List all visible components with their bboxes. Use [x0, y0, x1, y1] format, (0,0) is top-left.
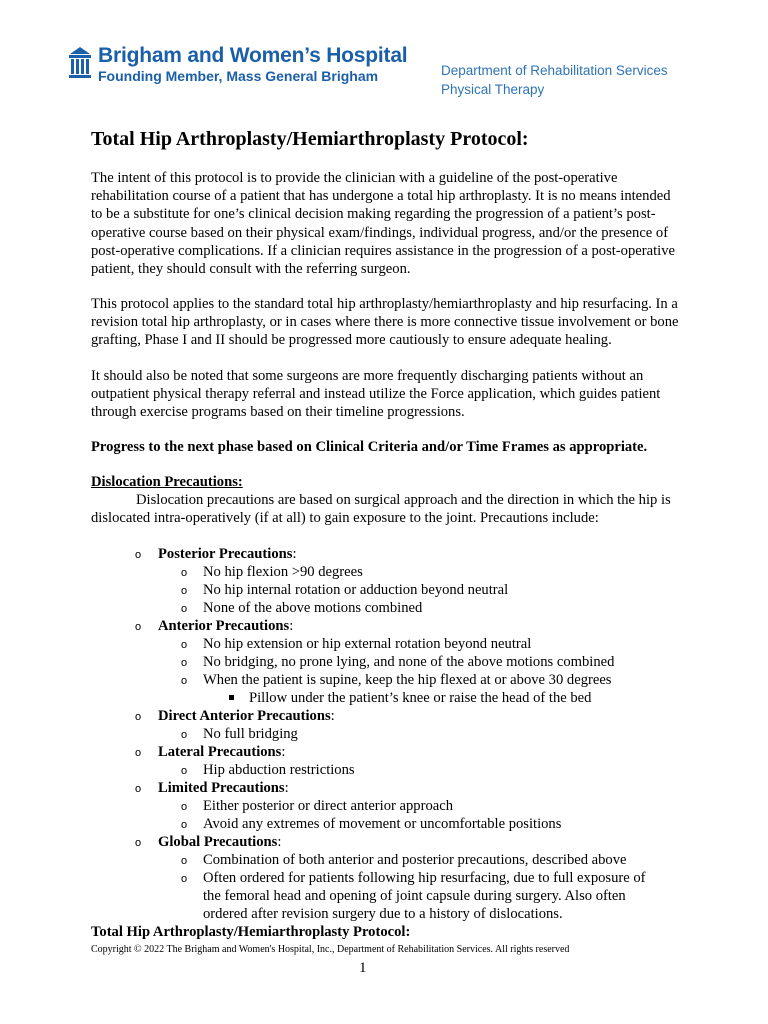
- hospital-logo: [68, 46, 408, 86]
- list-item: [91, 599, 691, 617]
- circle-bullet-icon: o: [135, 783, 142, 795]
- list-item: [91, 653, 691, 671]
- list-item-text: Avoid any extremes of movement or uncomfortable positions: [203, 816, 562, 832]
- hospital-affiliation: Founding Member, Mass General Brigham: [98, 68, 379, 84]
- list-item: [91, 725, 691, 743]
- square-bullet-icon: [229, 695, 234, 700]
- list-item-text: None of the above motions combined: [203, 600, 423, 616]
- circle-bullet-icon: o: [135, 711, 142, 723]
- hospital-building-icon: [68, 46, 92, 82]
- list-item: [91, 563, 691, 581]
- circle-bullet-icon: o: [181, 567, 188, 579]
- circle-bullet-icon: o: [181, 639, 188, 651]
- list-item: [91, 635, 691, 653]
- page-title: Total Hip Arthroplasty/Hemiarthroplasty Protocol:: [91, 128, 529, 150]
- footer-title: Total Hip Arthroplasty/Hemiarthroplasty Protocol:: [91, 924, 411, 940]
- circle-bullet-icon: o: [135, 549, 142, 561]
- circle-bullet-icon: o: [135, 621, 142, 633]
- applies-paragraph: This protocol applies to the standard total hip arthroplasty/hemiarthroplasty and hip resurfacing. In a revision total hip arthroplasty, or in cases where there is more connective tissue involvement or bone grafting, Phase I and II should be progressed more cautiously to ensure adequate healing.: [91, 296, 679, 349]
- list-item-text: No bridging, no prone lying, and none of the above motions combined: [203, 654, 615, 670]
- list-item: [91, 797, 691, 815]
- list-item-text: No full bridging: [203, 726, 298, 742]
- precaution-group-anterior: o Anterior Precautions:: [135, 618, 294, 634]
- list-item: [91, 671, 691, 689]
- circle-bullet-icon: o: [181, 801, 188, 813]
- circle-bullet-icon: o: [181, 585, 188, 597]
- circle-bullet-icon: o: [181, 873, 188, 885]
- precaution-group-name: Anterior Precautions: [158, 618, 290, 634]
- circle-bullet-icon: o: [181, 603, 188, 615]
- list-item-text: No hip extension or hip external rotation beyond neutral: [203, 636, 532, 652]
- circle-bullet-icon: o: [181, 657, 188, 669]
- list-item-text: Often ordered for patients following hip resurfacing, due to full exposure of the femoral head and opening of joint capsule during surgery. Also often ordered after revision surgery due to a history of dislocations.: [203, 870, 646, 922]
- progress-statement: Progress to the next phase based on Clinical Criteria and/or Time Frames as appropriate.: [91, 439, 648, 455]
- precautions-list: [91, 545, 691, 923]
- precaution-group-name: Lateral Precautions: [158, 744, 282, 760]
- circle-bullet-icon: o: [181, 675, 188, 687]
- precaution-group-name: Limited Precautions: [158, 780, 285, 796]
- page-number: 1: [359, 960, 367, 976]
- force-app-paragraph: It should also be noted that some surgeons are more frequently discharging patients without an outpatient physical therapy referral and instead utilize the Force application, which guides patient through exercise programs based on their timeline progressions.: [91, 368, 661, 421]
- list-item: [91, 869, 663, 923]
- copyright-notice: Copyright © 2022 The Brigham and Women's Hospital, Inc., Department of Rehabilitation Services. All rights reserved: [91, 944, 570, 955]
- list-subitem: [91, 689, 691, 707]
- list-item: [91, 815, 691, 833]
- circle-bullet-icon: o: [181, 729, 188, 741]
- list-item-text: Combination of both anterior and posterior precautions, described above: [203, 852, 627, 868]
- list-item: [91, 851, 691, 869]
- dislocation-intro: [91, 491, 681, 527]
- precaution-group-posterior: o Posterior Precautions:: [135, 546, 297, 562]
- department-block: [441, 61, 668, 99]
- intent-paragraph: The intent of this protocol is to provide the clinician with a guideline of the post-operative rehabilitation course of a patient that has undergone a total hip arthroplasty. It is no means intended to be a substitute for one’s clinical decision making regarding the progression of a patient’s post-operative course based on their physical exam/findings, individual progress, and/or the presence of post-operative complications. If a clinician requires assistance in the progression of a post-operative patient, they should consult with the referring surgeon.: [91, 170, 675, 278]
- list-subitem-text: Pillow under the patient’s knee or raise the head of the bed: [249, 690, 592, 706]
- list-item-text: Hip abduction restrictions: [203, 762, 355, 778]
- department-division: Physical Therapy: [441, 82, 545, 97]
- circle-bullet-icon: o: [181, 855, 188, 867]
- list-item: [91, 761, 691, 779]
- precaution-group-name: Global Precautions: [158, 834, 278, 850]
- precaution-group-global: o Global Precautions:: [135, 834, 282, 850]
- circle-bullet-icon: o: [181, 765, 188, 777]
- department-name: Department of Rehabilitation Services: [441, 63, 668, 78]
- circle-bullet-icon: o: [181, 819, 188, 831]
- dislocation-intro-text: Dislocation precautions are based on surgical approach and the direction in which the hip is dislocated intra-operatively (if at all) to gain exposure to the joint. Precautions include:: [91, 492, 671, 527]
- list-item: [91, 581, 691, 599]
- circle-bullet-icon: o: [135, 837, 142, 849]
- hospital-name: Brigham and Women’s Hospital: [98, 44, 408, 67]
- precaution-group-name: Posterior Precautions: [158, 546, 293, 562]
- list-item-text: When the patient is supine, keep the hip flexed at or above 30 degrees: [203, 672, 612, 688]
- precaution-group-direct-anterior: o Direct Anterior Precautions:: [135, 708, 335, 724]
- dislocation-heading: Dislocation Precautions:: [91, 474, 243, 490]
- list-item-text: No hip internal rotation or adduction beyond neutral: [203, 582, 509, 598]
- precaution-group-name: Direct Anterior Precautions: [158, 708, 331, 724]
- circle-bullet-icon: o: [135, 747, 142, 759]
- list-item-text: No hip flexion >90 degrees: [203, 564, 363, 580]
- precaution-group-lateral: o Lateral Precautions:: [135, 744, 286, 760]
- list-item-text: Either posterior or direct anterior approach: [203, 798, 454, 814]
- precaution-group-limited: o Limited Precautions:: [135, 780, 289, 796]
